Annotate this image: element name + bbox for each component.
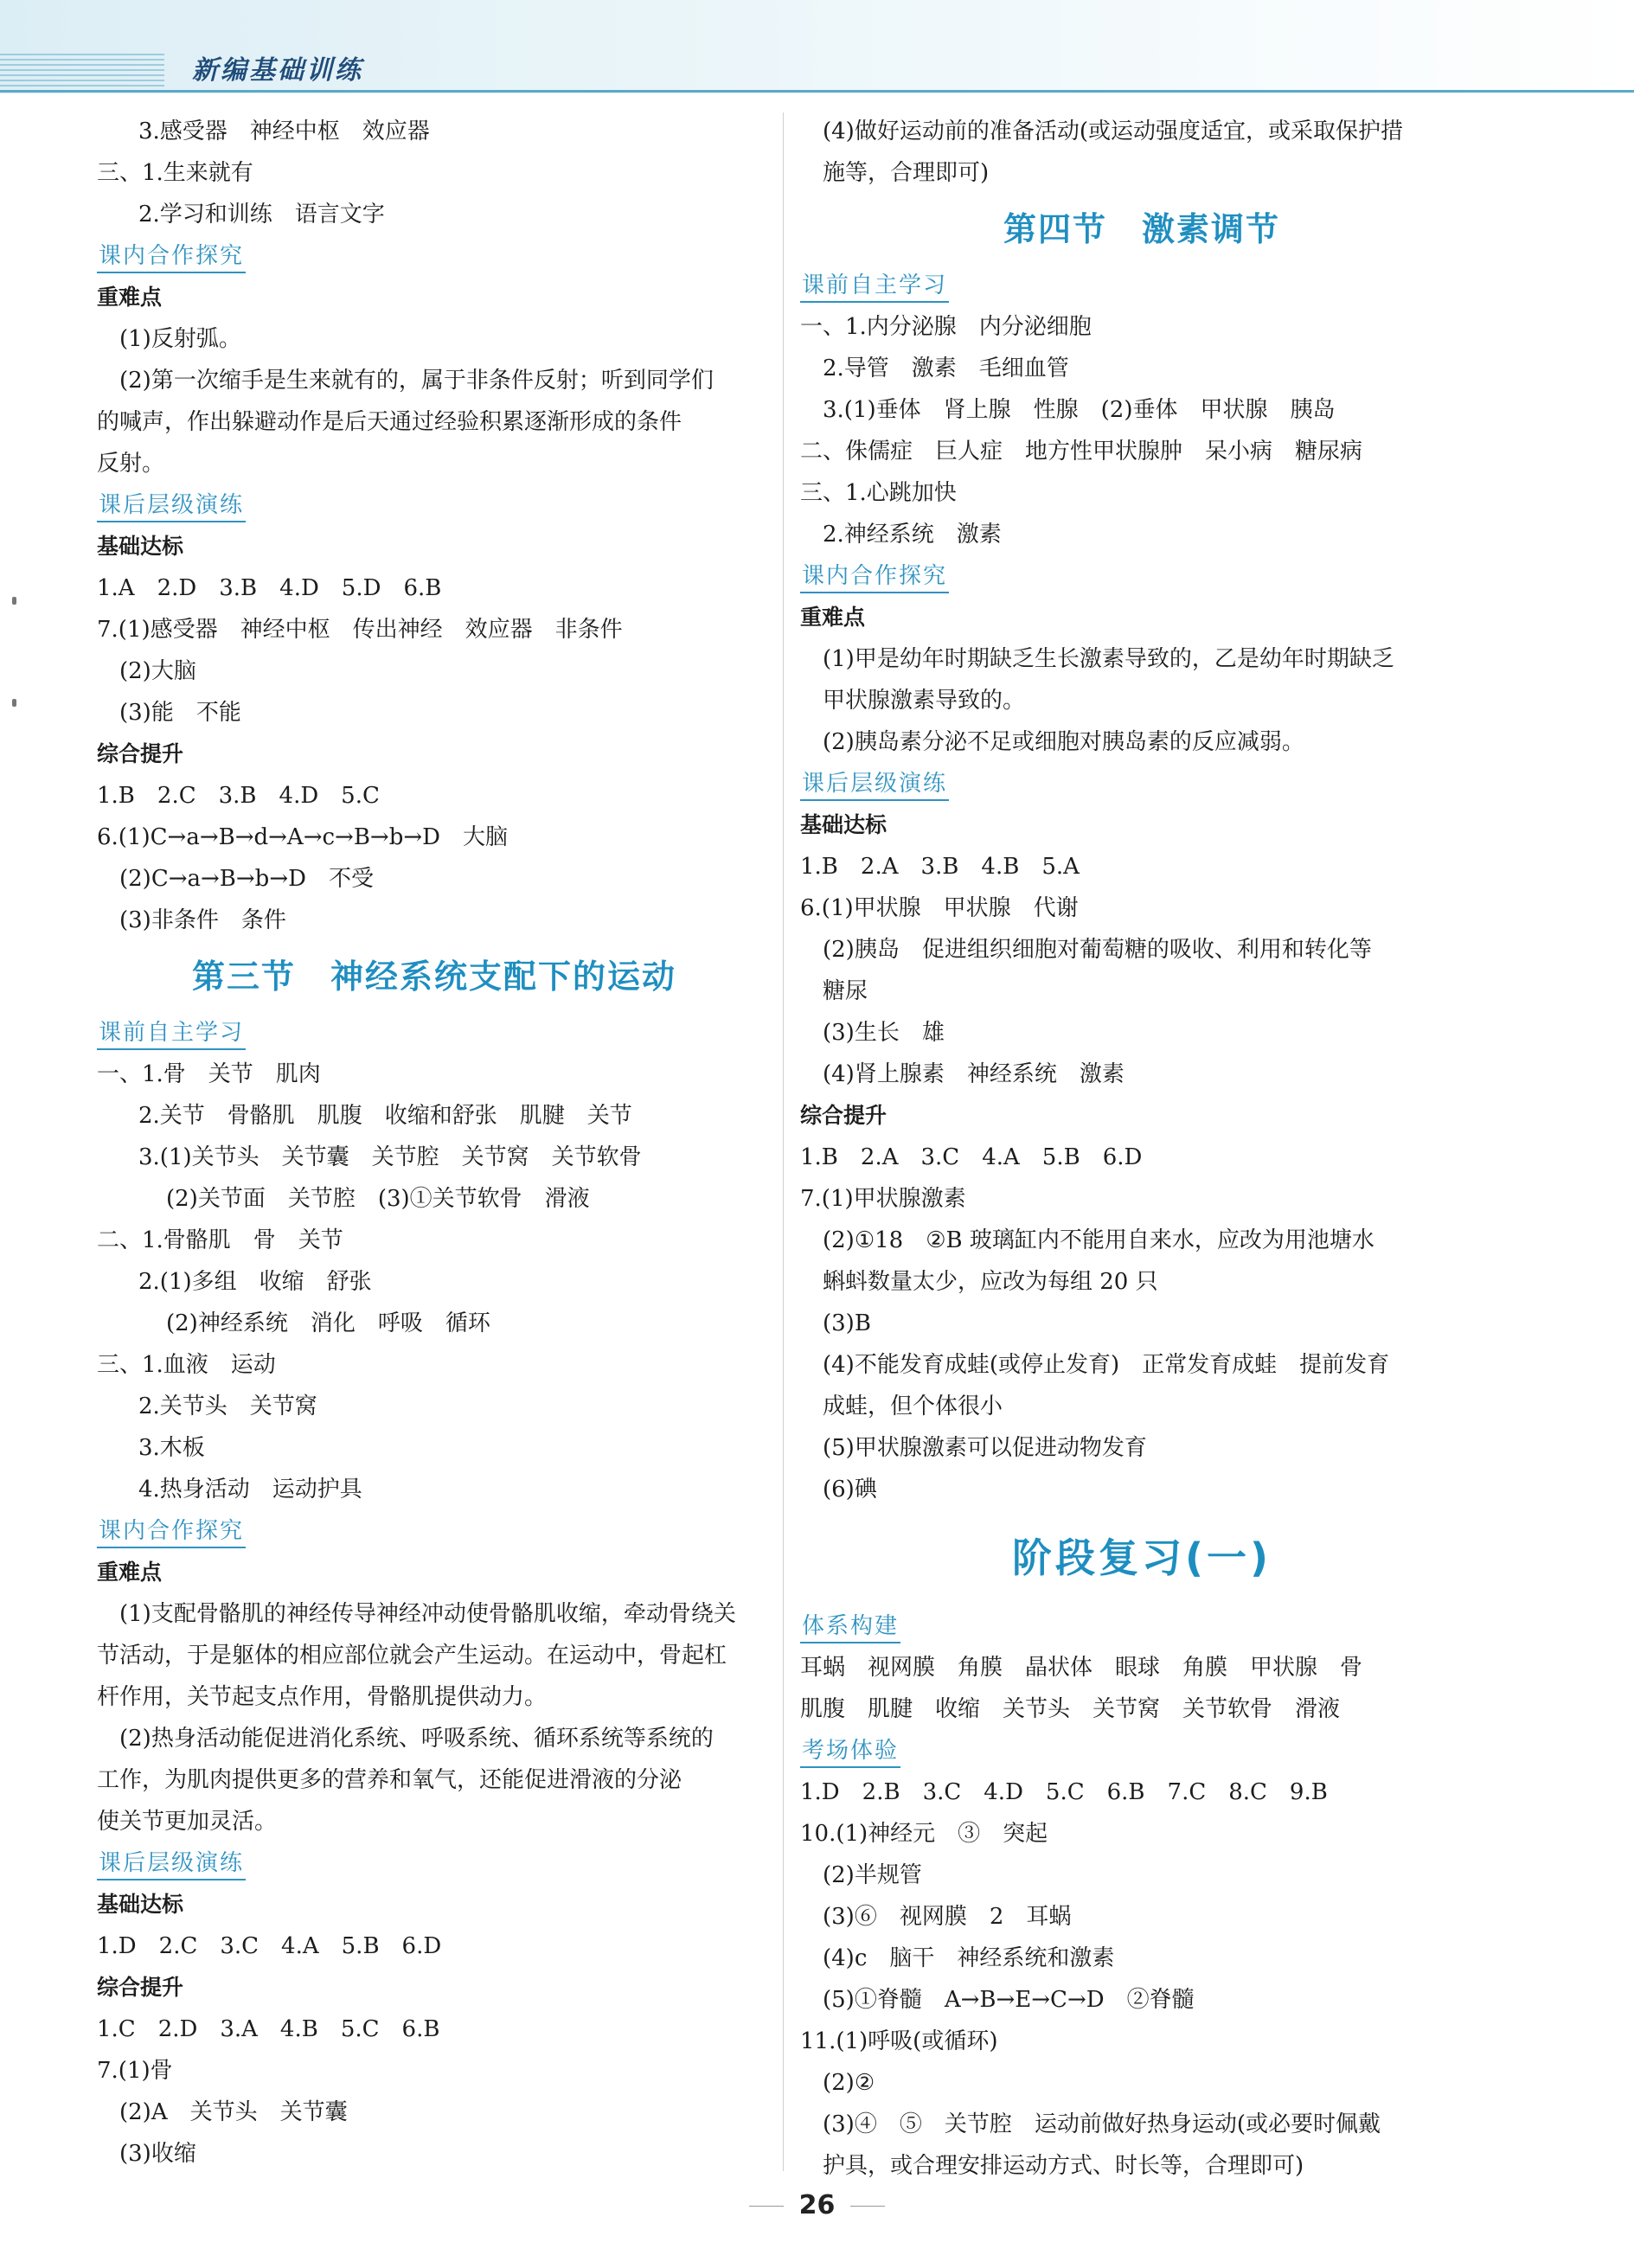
section-tag-row <box>97 484 772 526</box>
section-tag: 课内合作探究 <box>800 561 949 593</box>
section-tag: 课内合作探究 <box>97 240 246 273</box>
answer-line: 1.B 2.A 3.B 4.B 5.A <box>800 854 1080 880</box>
subheading: 综合提升 <box>97 1975 184 2000</box>
answer-line: 1.B 2.A 3.C 4.A 5.B 6.D <box>800 1144 1143 1170</box>
section-tag-row <box>97 1012 772 1054</box>
section-tag-row <box>800 1605 1483 1647</box>
section-tag: 课前自主学习 <box>97 1017 246 1050</box>
header-stripes <box>0 54 164 92</box>
answer-line: 反射。 <box>97 451 165 477</box>
answer-line: (3)能 不能 <box>119 700 241 726</box>
answer-line: (6)碘 <box>823 1477 877 1502</box>
answer-line: (2)第一次缩手是生来就有的，属于非条件反射；听到同学们 <box>119 368 714 394</box>
subheading: 基础达标 <box>800 812 887 837</box>
page-footer <box>0 2190 1634 2220</box>
right-column <box>800 111 1483 2187</box>
answer-line: 三、1.血液 运动 <box>97 1352 276 1378</box>
answer-line: 1.C 2.D 3.A 4.B 5.C 6.B <box>97 2016 440 2042</box>
answer-line: 三、1.心跳加快 <box>800 480 957 506</box>
answer-line: (2)胰岛 促进组织细胞对葡萄糖的吸收、利用和转化等 <box>823 937 1372 963</box>
subheading: 重难点 <box>97 1560 163 1585</box>
subheading: 综合提升 <box>800 1103 887 1128</box>
answer-line: 施等，合理即可) <box>823 160 990 186</box>
section-tag: 课内合作探究 <box>97 1515 246 1548</box>
section-tag: 课前自主学习 <box>800 270 949 303</box>
answer-line: 2.学习和训练 语言文字 <box>138 202 385 227</box>
chapter-heading: 阶段复习(一) <box>1011 1534 1272 1581</box>
answer-line: (3)收缩 <box>119 2141 196 2167</box>
answer-line: (5)①脊髓 A→B→E→C→D ②脊髓 <box>823 1987 1195 2013</box>
answer-line: 3.感受器 神经中枢 效应器 <box>138 119 430 144</box>
answer-line: 1.B 2.C 3.B 4.D 5.C <box>97 783 380 809</box>
answer-line: (1)甲是幼年时期缺乏生长激素导致的，乙是幼年时期缺乏 <box>823 646 1394 672</box>
answer-line: 的喊声，作出躲避动作是后天通过经验积累逐渐形成的条件 <box>97 409 682 435</box>
answer-line: 一、1.骨 关节 肌肉 <box>97 1061 321 1087</box>
answer-line: 1.D 2.B 3.C 4.D 5.C 6.B 7.C 8.C 9.B <box>800 1779 1328 1805</box>
answer-line: (3)生长 雄 <box>823 1020 945 1046</box>
answer-line: 二、侏儒症 巨人症 地方性甲状腺肿 呆小病 糖尿病 <box>800 439 1363 464</box>
answer-line: 3.(1)关节头 关节囊 关节腔 关节窝 关节软骨 <box>138 1144 642 1170</box>
answer-line: 肌腹 肌腱 收缩 关节头 关节窝 关节软骨 滑液 <box>800 1696 1341 1722</box>
section-heading: 第三节 神经系统支配下的运动 <box>191 958 676 996</box>
section-tag-row <box>97 1842 772 1884</box>
section-tag: 课后层级演练 <box>97 490 246 522</box>
section-tag: 体系构建 <box>800 1611 900 1643</box>
answer-line: 4.热身活动 运动护具 <box>138 1477 362 1502</box>
answer-line: (2)胰岛素分泌不足或细胞对胰岛素的反应减弱。 <box>823 729 1304 755</box>
answer-line: (4)做好运动前的准备活动(或运动强度适宜，或采取保护措 <box>823 119 1403 144</box>
subheading: 基础达标 <box>97 1892 184 1917</box>
answer-line: 7.(1)感受器 神经中枢 传出神经 效应器 非条件 <box>97 617 623 643</box>
answer-line: 6.(1)甲状腺 甲状腺 代谢 <box>800 895 1079 921</box>
answer-line: 3.(1)垂体 肾上腺 性腺 (2)垂体 甲状腺 胰岛 <box>823 397 1336 423</box>
answer-line: 杆作用，关节起支点作用，骨骼肌提供动力。 <box>97 1684 548 1710</box>
answer-line: (3)非条件 条件 <box>119 907 286 933</box>
section-heading: 第四节 激素调节 <box>1003 210 1280 248</box>
answer-line: 7.(1)骨 <box>97 2058 173 2084</box>
answer-line: 6.(1)C→a→B→d→A→c→B→b→D 大脑 <box>97 824 508 850</box>
answer-line: 工作，为肌肉提供更多的营养和氧气，还能促进滑液的分泌 <box>97 1767 682 1793</box>
section-tag-row <box>97 235 772 277</box>
section-tag-row <box>800 265 1483 306</box>
answer-line: (2)关节面 关节腔 (3)①关节软骨 滑液 <box>166 1186 590 1212</box>
answer-line: 10.(1)神经元 ③ 突起 <box>800 1821 1048 1847</box>
answer-line: 三、1.生来就有 <box>97 160 253 186</box>
answer-line: 蝌蚪数量太少，应改为每组 20 只 <box>823 1269 1158 1295</box>
answer-line: 3.木板 <box>138 1435 205 1461</box>
answer-line: (2)神经系统 消化 呼吸 循环 <box>166 1310 490 1336</box>
answer-line: (1)支配骨骼肌的神经传导神经冲动使骨骼肌收缩，牵动骨绕关 <box>119 1601 736 1627</box>
answer-line: (4)不能发育成蛙(或停止发育) 正常发育成蛙 提前发育 <box>823 1352 1390 1378</box>
answer-line: (3)④ ⑤ 关节腔 运动前做好热身运动(或必要时佩戴 <box>823 2111 1381 2137</box>
answer-line: 2.关节头 关节窝 <box>138 1393 317 1419</box>
answer-line: 护具，或合理安排运动方式、时长等，合理即可) <box>823 2153 1304 2179</box>
answer-line: (2)半规管 <box>823 1862 922 1888</box>
answer-line: (2)大脑 <box>119 658 196 684</box>
answer-line: 1.D 2.C 3.C 4.A 5.B 6.D <box>97 1933 442 1959</box>
answer-line: 7.(1)甲状腺激素 <box>800 1186 966 1212</box>
answer-line: (2)C→a→B→b→D 不受 <box>119 866 374 892</box>
column-divider <box>783 112 784 2171</box>
answer-line: 11.(1)呼吸(或循环) <box>800 2028 998 2054</box>
left-column <box>97 111 772 2175</box>
section-tag-row <box>800 1730 1483 1771</box>
answer-line: (5)甲状腺激素可以促进动物发育 <box>823 1435 1147 1461</box>
answer-line: 二、1.骨骼肌 骨 关节 <box>97 1227 343 1253</box>
answer-line: (2)A 关节头 关节囊 <box>119 2099 348 2125</box>
answer-line: 节活动，于是躯体的相应部位就会产生运动。在运动中，骨起杠 <box>97 1643 727 1669</box>
answer-line: (3)⑥ 视网膜 2 耳蜗 <box>823 1904 1072 1930</box>
subheading: 基础达标 <box>97 534 184 559</box>
answer-line: (4)c 脑干 神经系统和激素 <box>823 1945 1115 1971</box>
footer-dash-right <box>850 2206 885 2207</box>
footer-dash-left <box>749 2206 784 2207</box>
answer-line: 2.导管 激素 毛细血管 <box>823 356 1069 381</box>
book-title: 新编基础训练 <box>192 55 363 86</box>
answer-line: (1)反射弧。 <box>119 326 241 352</box>
answer-line: 使关节更加灵活。 <box>97 1809 278 1835</box>
subheading: 重难点 <box>97 285 163 310</box>
answer-line: (3)B <box>823 1310 871 1336</box>
answer-line: 2.(1)多组 收缩 舒张 <box>138 1269 372 1295</box>
answer-line: 2.神经系统 激素 <box>823 522 1002 548</box>
section-tag: 考场体验 <box>800 1735 900 1768</box>
answer-line: 耳蜗 视网膜 角膜 晶状体 眼球 角膜 甲状腺 骨 <box>800 1655 1363 1681</box>
answer-line: (4)肾上腺素 神经系统 激素 <box>823 1061 1125 1087</box>
margin-mark <box>12 699 16 707</box>
section-tag: 课后层级演练 <box>97 1848 246 1880</box>
answer-line: 甲状腺激素导致的。 <box>823 688 1026 714</box>
subheading: 重难点 <box>800 605 866 630</box>
answer-line: (2)①18 ②B 玻璃缸内不能用自来水，应改为用池塘水 <box>823 1227 1374 1253</box>
header-rule <box>0 90 1634 93</box>
section-tag: 课后层级演练 <box>800 768 949 801</box>
subheading: 综合提升 <box>97 741 184 766</box>
answer-line: 糖尿 <box>823 978 868 1004</box>
answer-line: 2.关节 骨骼肌 肌腹 收缩和舒张 肌腱 关节 <box>138 1103 632 1129</box>
answer-line: (2)② <box>823 2070 875 2096</box>
answer-line: 成蛙，但个体很小 <box>823 1393 1003 1419</box>
answer-line: (2)热身活动能促进消化系统、呼吸系统、循环系统等系统的 <box>119 1726 714 1752</box>
section-tag-row <box>800 555 1483 597</box>
margin-mark <box>12 597 16 605</box>
section-tag-row <box>97 1510 772 1552</box>
page-number: 26 <box>798 2190 836 2220</box>
answer-line: 一、1.内分泌腺 内分泌细胞 <box>800 314 1092 340</box>
section-tag-row <box>800 763 1483 804</box>
answer-line: 1.A 2.D 3.B 4.D 5.D 6.B <box>97 575 442 601</box>
